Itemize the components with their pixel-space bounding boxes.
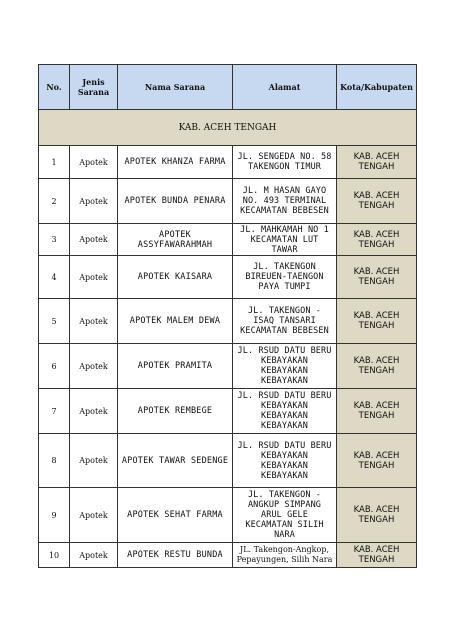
cell-alamat: JL. TAKENGON - ISAQ TANSARI KECAMATAN BEBESEN (233, 299, 337, 344)
cell-jenis: Apotek (70, 543, 118, 568)
cell-nama: APOTEK SEHAT FARMA (118, 488, 233, 543)
table-row (39, 543, 417, 568)
section-title: KAB. ACEH TENGAH (39, 110, 417, 146)
table-row (39, 344, 417, 389)
cell-alamat: JL. TAKENGON BIREUEN-TAENGON PAYA TUMPI (233, 256, 337, 299)
cell-kota: KAB. ACEH TENGAH (337, 256, 417, 299)
cell-alamat: JL. SENGEDA NO. 58 TAKENGON TIMUR (233, 146, 337, 179)
cell-jenis: Apotek (70, 256, 118, 299)
cell-no: 4 (39, 256, 70, 299)
cell-nama: APOTEK BUNDA PENARA (118, 179, 233, 224)
cell-jenis: Apotek (70, 344, 118, 389)
cell-no: 9 (39, 488, 70, 543)
cell-kota: KAB. ACEH TENGAH (337, 543, 417, 568)
cell-no: 8 (39, 434, 70, 488)
cell-jenis: Apotek (70, 299, 118, 344)
cell-kota: KAB. ACEH TENGAH (337, 146, 417, 179)
cell-jenis: Apotek (70, 434, 118, 488)
header-alamat: Alamat (233, 65, 337, 110)
cell-no: 1 (39, 146, 70, 179)
cell-alamat: JL. Takengon-Angkop, Pepayungen, Silih Nara (233, 543, 337, 568)
cell-alamat: JL. TAKENGON - ANGKUP SIMPANG ARUL GELE KECAMATAN SILIH NARA (233, 488, 337, 543)
table-row (39, 488, 417, 543)
cell-kota: KAB. ACEH TENGAH (337, 434, 417, 488)
cell-nama: APOTEK ASSYFAWARAHMAH (118, 224, 233, 256)
cell-jenis: Apotek (70, 179, 118, 224)
cell-alamat: JL. MAHKAMAH NO 1 KECAMATAN LUT TAWAR (233, 224, 337, 256)
cell-nama: APOTEK RESTU BUNDA (118, 543, 233, 568)
cell-alamat: JL. RSUD DATU BERU KEBAYAKAN KEBAYAKAN KEBAYAKAN (233, 389, 337, 434)
cell-no: 10 (39, 543, 70, 568)
cell-kota: KAB. ACEH TENGAH (337, 389, 417, 434)
cell-nama: APOTEK TAWAR SEDENGE (118, 434, 233, 488)
table-row (39, 146, 417, 179)
table-row (39, 224, 417, 256)
header-jenis-sarana: Jenis Sarana (70, 65, 118, 110)
cell-no: 2 (39, 179, 70, 224)
cell-nama: APOTEK MALEM DEWA (118, 299, 233, 344)
cell-nama: APOTEK KHANZA FARMA (118, 146, 233, 179)
cell-kota: KAB. ACEH TENGAH (337, 299, 417, 344)
header-row (39, 65, 417, 110)
cell-alamat: JL. RSUD DATU BERU KEBAYAKAN KEBAYAKAN KEBAYAKAN (233, 344, 337, 389)
pharmacy-table (38, 64, 417, 568)
cell-jenis: Apotek (70, 488, 118, 543)
table-row (39, 299, 417, 344)
cell-no: 7 (39, 389, 70, 434)
section-row (39, 110, 417, 146)
header-nama-sarana: Nama Sarana (118, 65, 233, 110)
cell-kota: KAB. ACEH TENGAH (337, 488, 417, 543)
table-row (39, 256, 417, 299)
cell-no: 5 (39, 299, 70, 344)
cell-kota: KAB. ACEH TENGAH (337, 344, 417, 389)
cell-jenis: Apotek (70, 389, 118, 434)
cell-alamat: JL. M HASAN GAYO NO. 493 TERMINAL KECAMATAN BEBESEN (233, 179, 337, 224)
cell-jenis: Apotek (70, 224, 118, 256)
header-kota-kabupaten: Kota/Kabupaten (337, 65, 417, 110)
cell-alamat: JL. RSUD DATU BERU KEBAYAKAN KEBAYAKAN KEBAYAKAN (233, 434, 337, 488)
table-row (39, 434, 417, 488)
cell-jenis: Apotek (70, 146, 118, 179)
cell-kota: KAB. ACEH TENGAH (337, 179, 417, 224)
table-row (39, 179, 417, 224)
cell-kota: KAB. ACEH TENGAH (337, 224, 417, 256)
cell-no: 3 (39, 224, 70, 256)
cell-nama: APOTEK PRAMITA (118, 344, 233, 389)
cell-nama: APOTEK KAISARA (118, 256, 233, 299)
cell-nama: APOTEK REMBEGE (118, 389, 233, 434)
table-row (39, 389, 417, 434)
header-no: No. (39, 65, 70, 110)
cell-no: 6 (39, 344, 70, 389)
